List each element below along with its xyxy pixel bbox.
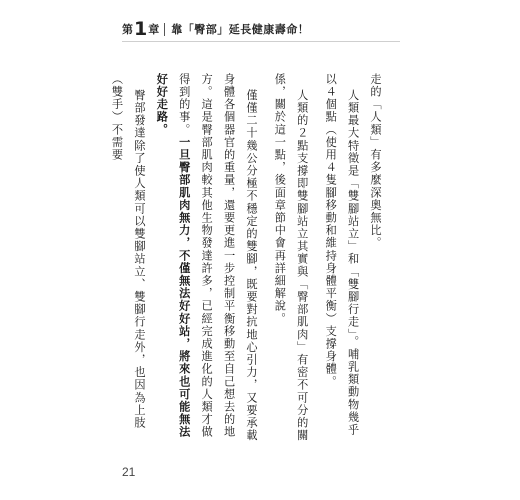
paragraph-2: 人類最大特徵是「雙腳站立」和「雙腳行走」。哺乳類動物幾乎以４個點（使用４隻腳移動和維持身體平衡）支撐身體。 — [324, 73, 360, 436]
paragraph-4-text: 僅僅二十幾公分極不穩定的雙腳，既要對抗地心引力，又要承載身體各個器官的重量，還要更進一步控制平衡移動至自己想去的地方。這是臀部肌肉較其他生物發達許多，已經完成進化的人類才做得到的事。 — [177, 73, 258, 442]
vertical-text-body — [110, 73, 392, 445]
chapter-header — [122, 18, 309, 40]
paragraph-5: 臀部發達除了使人類可以雙腳站立、雙腳行走外，也因為上肢（雙手）不需要 — [110, 73, 146, 429]
paragraph-1: 走的「人類」有多麼深奧無比。 — [369, 73, 382, 250]
header-divider — [164, 23, 165, 36]
chapter-suffix: 章 — [148, 23, 160, 36]
paragraph-4 — [150, 73, 262, 445]
chapter-prefix: 第 — [122, 23, 133, 36]
chapter-title: 靠「臀部」延長健康壽命！ — [171, 23, 310, 36]
header-rule — [122, 41, 400, 42]
paragraph-4-emphasis: 一旦臀部肌肉無力，不僅無法好好站，將來也可能無法好好走路。 — [155, 73, 191, 439]
chapter-number: 1 — [134, 17, 148, 40]
paragraph-3: 人類的２點支撐即雙腳站立其實與「臀部肌肉」有密不可分的關係，關於這一點，後面章節中會再詳細解說。 — [273, 73, 309, 442]
page-number: 21 — [122, 465, 136, 479]
